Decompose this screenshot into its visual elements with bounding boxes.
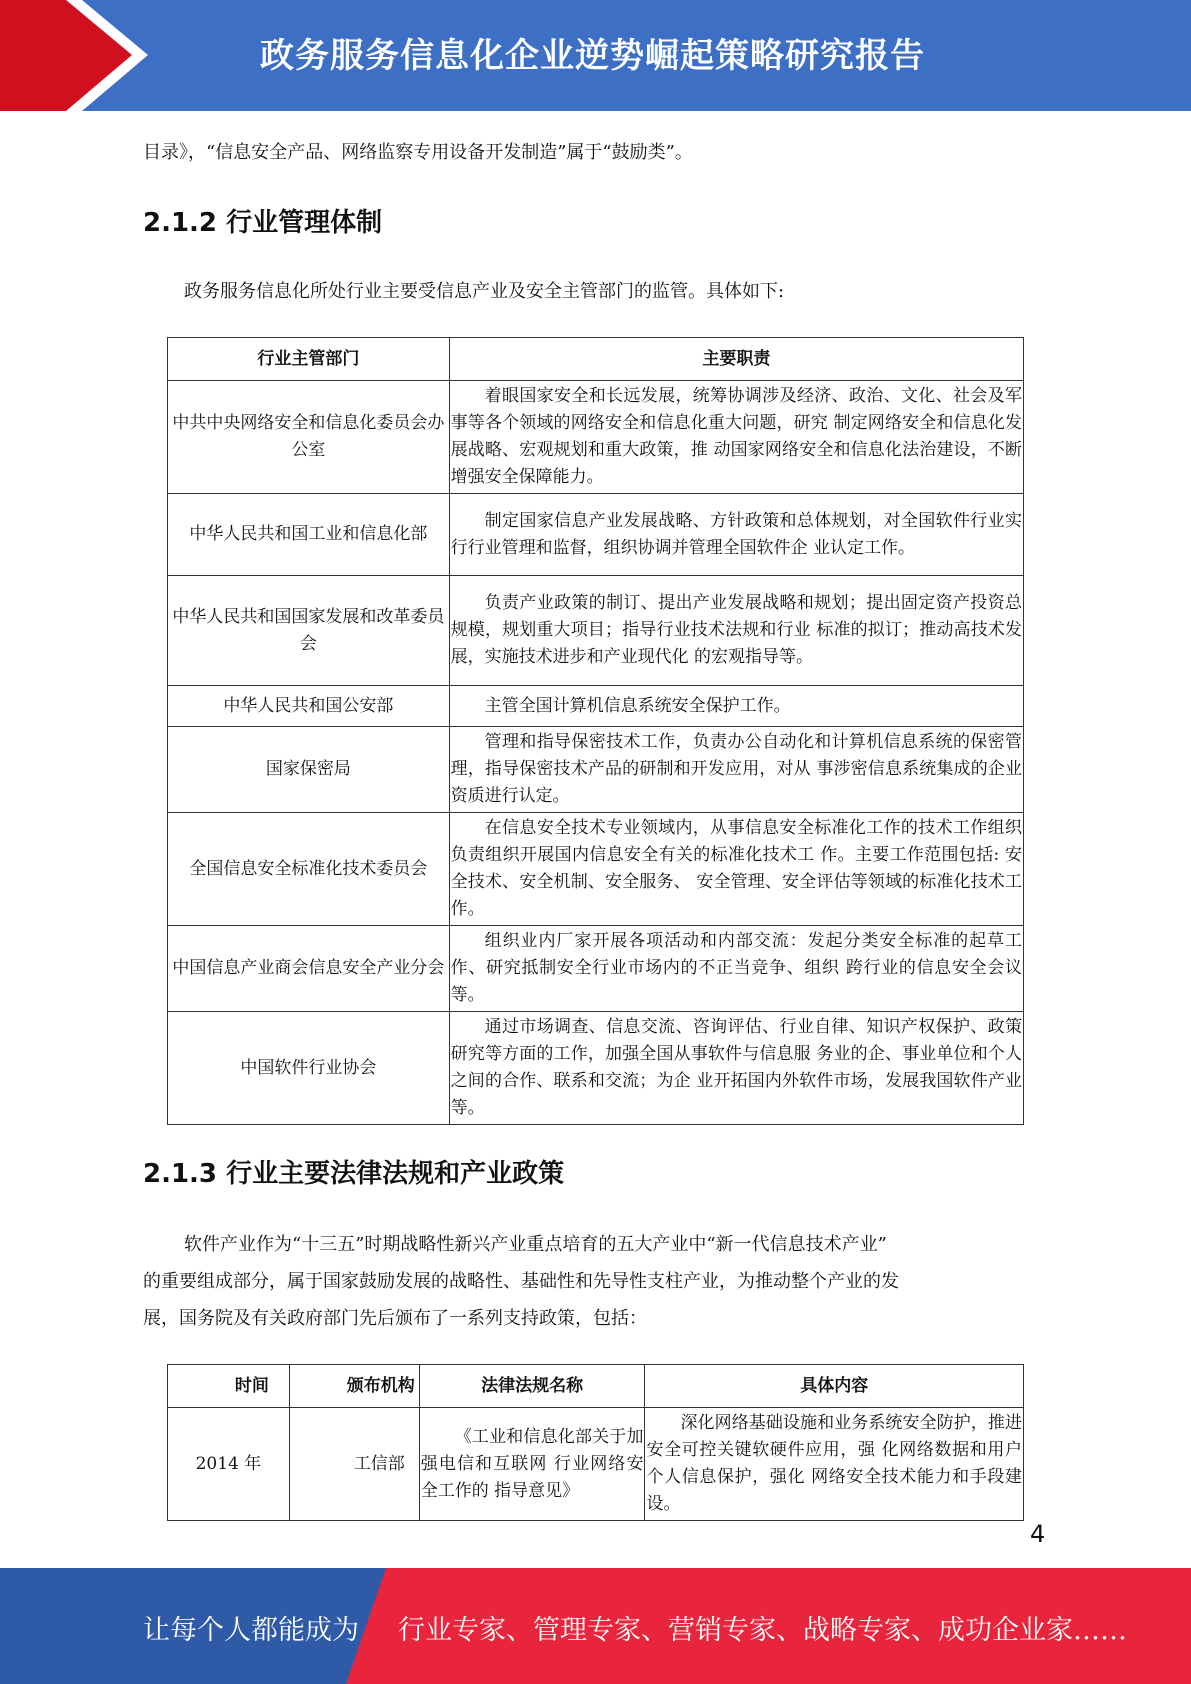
table-row	[168, 494, 1024, 576]
section-heading-2-1-3: 2.1.3 行业主要法律法规和产业政策	[143, 1159, 565, 1189]
section-2-1-3-paragraph-line: 软件产业作为“十三五”时期战略性新兴产业重点培育的五大产业中“新一代信息技术产业”	[184, 1234, 887, 1255]
law-name-cell: 《工业和信息化部关于加强电信和互联网 行业网络安全工作的 指导意见》	[419, 1408, 645, 1521]
duty-cell: 主管全国计算机信息系统安全保护工作。	[449, 686, 1023, 727]
duty-cell: 制定国家信息产业发展战略、方针政策和总体规划，对全国软件行业实行行业管理和监督，组织协调并管理全国软件企 业认定工作。	[449, 494, 1023, 576]
column-header: 颁布机构	[289, 1365, 419, 1408]
dept-cell: 全国信息安全标准化技术委员会	[168, 813, 450, 926]
column-header: 具体内容	[645, 1365, 1024, 1408]
column-header: 法律法规名称	[419, 1365, 645, 1408]
dept-cell: 中国信息产业商会信息安全产业分会	[168, 926, 450, 1012]
section-2-1-3-paragraph-line: 展，国务院及有关政府部门先后颁布了一系列支持政策，包括：	[143, 1308, 647, 1329]
section-2-1-2-paragraph: 政务服务信息化所处行业主要受信息产业及安全主管部门的监管。具体如下:	[184, 281, 785, 302]
dept-cell: 中华人民共和国公安部	[168, 686, 450, 727]
table-row	[168, 926, 1024, 1012]
duty-cell: 在信息安全技术专业领域内，从事信息安全标准化工作的技术工作组织负责组织开展国内信息安全有关的标准化技术工 作。主要工作范围包括: 安全技术、安全机制、安全服务、 安全管理、安全评估等领域的标准化技术工作。	[449, 813, 1023, 926]
dept-cell: 中国软件行业协会	[168, 1012, 450, 1125]
org-cell: 工信部	[289, 1408, 419, 1521]
page-number: 4	[1030, 1520, 1046, 1548]
table-row	[168, 686, 1024, 727]
table-header-row	[168, 1365, 1024, 1408]
dept-cell: 中共中央网络安全和信息化委员会办公室	[168, 381, 450, 494]
report-title: 政务服务信息化企业逆势崛起策略研究报告	[260, 36, 925, 76]
page-header	[0, 0, 1191, 111]
management-table	[167, 337, 1024, 1125]
table-row	[168, 1408, 1024, 1521]
table-row	[168, 576, 1024, 686]
duty-cell: 通过市场调查、信息交流、咨询评估、行业自律、知识产权保护、政策研究等方面的工作，加强全国从事软件与信息服 务业的企、事业单位和个人之间的合作、联系和交流；为企 业开拓国内外软件市场，发展我国软件产业等。	[449, 1012, 1023, 1125]
time-cell: 2014 年	[168, 1408, 290, 1521]
column-header: 时间	[168, 1365, 290, 1408]
policy-table	[167, 1364, 1024, 1521]
content-cell: 深化网络基础设施和业务系统安全防护，推进安全可控关键软硬件应用，强 化网络数据和用户个人信息保护，强化 网络安全技术能力和手段建设。	[645, 1408, 1024, 1521]
table-row	[168, 1012, 1024, 1125]
duty-cell: 负责产业政策的制订、提出产业发展战略和规划；提出固定资产投资总规模，规划重大项目；指导行业技术法规和行业 标准的拟订；推动高技术发展，实施技术进步和产业现代化 的宏观指导等。	[449, 576, 1023, 686]
dept-cell: 中华人民共和国工业和信息化部	[168, 494, 450, 576]
table-row	[168, 381, 1024, 494]
column-header: 行业主管部门	[168, 338, 450, 381]
table-row	[168, 813, 1024, 926]
table-row	[168, 727, 1024, 813]
duty-cell: 组织业内厂家开展各项活动和内部交流：发起分类安全标准的起草工作、研究抵制安全行业市场内的不正当竞争、组织 跨行业的信息安全会议等。	[449, 926, 1023, 1012]
footer-slogan-left: 让每个人都能成为	[143, 1615, 359, 1646]
page-footer	[0, 1568, 1191, 1684]
footer-slogan-right: 行业专家、管理专家、营销专家、战略专家、成功企业家……	[398, 1615, 1127, 1646]
duty-cell: 管理和指导保密技术工作，负责办公自动化和计算机信息系统的保密管理，指导保密技术产品的研制和开发应用，对从 事涉密信息系统集成的企业资质进行认定。	[449, 727, 1023, 813]
column-header: 主要职责	[449, 338, 1023, 381]
intro-text: 目录》，“信息安全产品、网络监察专用设备开发制造”属于“鼓励类”。	[143, 142, 693, 163]
dept-cell: 中华人民共和国国家发展和改革委员会	[168, 576, 450, 686]
duty-cell: 着眼国家安全和长远发展，统筹协调涉及经济、政治、文化、社会及军事等各个领域的网络安全和信息化重大问题，研究 制定网络安全和信息化发展战略、宏观规划和重大政策，推 动国家网络安全和信息化法治建设，不断增强安全保障能力。	[449, 381, 1023, 494]
dept-cell: 国家保密局	[168, 727, 450, 813]
section-2-1-3-paragraph-line: 的重要组成部分，属于国家鼓励发展的战略性、基础性和先导性支柱产业，为推动整个产业的发	[143, 1271, 899, 1292]
section-heading-2-1-2: 2.1.2 行业管理体制	[143, 208, 383, 238]
table-header-row	[168, 338, 1024, 381]
